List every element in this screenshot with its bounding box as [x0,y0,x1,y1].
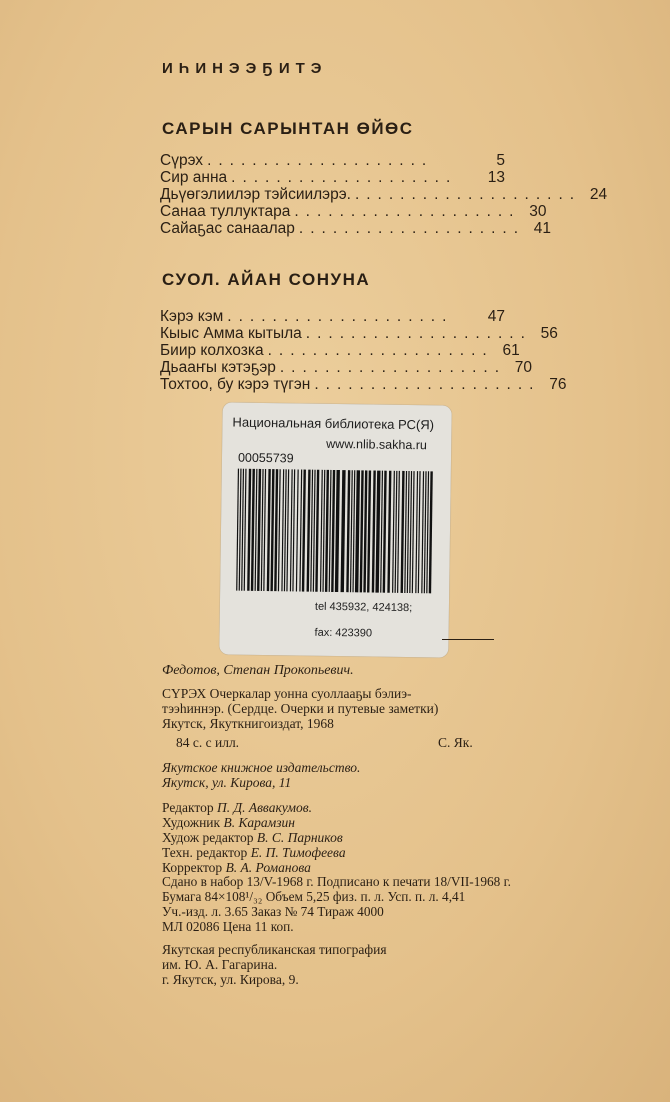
toc-row [160,220,552,237]
print-detail-line: МЛ 02086 Цена 11 коп. [162,919,294,934]
barcode-bar [286,469,289,591]
barcode-bar [409,471,412,593]
barcode-bar [292,469,295,591]
print-detail-line: Бумага 84×108¹/₃₂ Объем 5,25 физ. п. л. Усп. п. л. 4,41 [162,889,466,904]
barcode-bar [363,470,367,592]
barcode-bar [375,471,380,593]
barcode-bar [346,470,350,592]
barcode-bar [325,470,329,592]
barcode-bar [350,470,353,592]
barcode-bar [383,471,387,593]
contents-heading: ИҺИНЭЭҔИТЭ [162,60,328,77]
barcode-bar [392,471,395,593]
barcode-bar [244,469,247,591]
printer-line: Якутская республиканская типография [162,942,387,957]
book-author: Федотов, Степан Прокопьевич. [162,663,354,678]
print-detail-line: Сдано в набор 13/V-1968 г. Подписано к печати 18/VII-1968 г. [162,874,511,889]
barcode-bar [380,471,383,593]
toc-section-2 [160,308,567,393]
barcode-bar [341,470,346,592]
toc-leader-dots: .................... [294,203,521,220]
barcode-bar [239,469,242,591]
toc-item-title: Кэрэ кэм [160,308,224,325]
printer-line: г. Якутск, ул. Кирова, 9. [162,972,299,987]
toc-row [160,359,533,376]
toc-item-page: 47 [487,308,505,325]
barcode-bar [251,469,255,591]
barcode-bar [320,470,323,592]
toc-item-title: Дьааҥы кэтэҕэр [160,359,276,376]
barcode-bar [352,470,355,592]
toc-item-title: Сир анна [160,169,228,186]
barcode-bar [367,470,371,592]
toc-leader-dots: .................... [298,220,526,237]
printer-line: им. Ю. А. Гагарина. [162,957,278,972]
credit-row [162,815,346,830]
credit-role: Художник [162,815,221,830]
credit-row [162,800,346,815]
toc-leader-dots: .................... [314,376,541,393]
toc-item-title: Сайаҕас санаалар [160,220,295,237]
toc-item-title: Санаа туллуктара [160,203,291,220]
print-detail-line: Уч.-изд. л. 3.65 Заказ № 74 Тираж 4000 [162,904,384,919]
shelf-mark: С. Як. [438,735,473,750]
barcode-bar [421,471,424,593]
barcode-bar [307,470,311,592]
credit-role: Худож редактор [162,830,254,845]
toc-item-title: Сүрэх [160,152,204,169]
barcode-bar [267,469,271,591]
barcode-bar [429,471,433,593]
toc-item-page: 24 [589,186,608,203]
credit-name: В. С. Парников [256,830,343,845]
toc-item-page: 5 [496,152,505,169]
library-tel: tel 435932, 424138; [314,600,413,615]
divider-line [442,639,494,640]
barcode-bar [372,471,376,593]
credit-name: Е. П. Тимофеева [250,845,346,860]
toc-row [160,325,558,342]
toc-leader-dots: .................... [227,308,454,325]
barcode-bar [355,470,360,592]
barcode-bar [284,469,287,591]
toc-row [160,186,608,203]
barcode-bar [257,469,261,591]
barcode-bar [263,469,266,591]
toc-leader-dots: .................... [207,152,434,169]
barcode-bar [302,470,306,592]
barcode-bar [261,469,264,591]
toc-row [160,342,520,359]
credit-name: В. А. Романова [225,860,311,875]
toc-item-page: 13 [487,169,505,186]
barcode-bar [255,469,258,591]
inventory-code: 00055739 [237,450,294,466]
barcode-bar [310,470,313,592]
toc-item-page: 76 [549,376,567,393]
barcode-bar [387,471,391,593]
publisher-info [162,760,360,790]
barcode-bar [404,471,407,593]
toc-item-page: 41 [533,220,552,237]
credits-list [162,800,346,875]
barcode-bar [424,471,427,593]
barcode-bar [335,470,340,592]
barcode-bar [290,469,293,591]
library-barcode-sticker [219,402,451,657]
toc-item-page: 56 [540,325,558,342]
section-title-1: САРЫН САРЫНТАН ӨЙӨС [162,119,414,138]
barcode-bar [412,471,415,593]
barcode-bar [395,471,398,593]
barcode-bar [270,469,274,591]
toc-leader-dots: .................... [231,169,458,186]
credit-row [162,845,346,860]
toc-item-title: Кыыс Амма кытыла [160,325,302,342]
library-fax: fax: 423390 [314,626,373,640]
toc-row [160,376,567,393]
credit-row [162,860,346,875]
barcode-bar [247,469,251,591]
barcode-bar [418,471,421,593]
barcode-bar [415,471,418,593]
credit-role: Редактор [162,800,214,815]
barcode-bar [278,469,281,591]
toc-item-page: 61 [502,342,520,359]
barcode-bar [397,471,400,593]
barcode-bar [313,470,316,592]
toc-leader-dots: .................... [279,359,507,376]
barcode-bar [241,469,244,591]
toc-section-1 [160,152,608,237]
publisher-name: Якутское книжное издательство. [162,760,361,775]
barcode-bar [360,470,364,592]
barcode-bar [401,471,405,593]
credit-name: В. Карамзин [223,815,296,830]
barcode-bar [329,470,332,592]
barcode-bar [299,470,302,592]
bibliographic-description [162,686,438,731]
toc-item-page: 70 [514,359,533,376]
barcode-bar [281,469,284,591]
barcode-icon [234,469,436,594]
toc-row [160,152,505,169]
toc-row [160,169,505,186]
barcode-bar [315,470,319,592]
credit-role: Корректор [162,860,223,875]
barcode-bar [331,470,335,592]
credit-name: П. Д. Аввакумов. [216,800,313,815]
barcode-bar [407,471,410,593]
publisher-address: Якутск, ул. Кирова, 11 [162,775,292,790]
print-details [162,874,511,934]
toc-item-title: Биир колхозка [160,342,264,359]
toc-row [160,308,505,325]
toc-leader-dots: .................... [267,342,494,359]
barcode-bar [296,469,299,591]
toc-leader-dots: .................... [305,325,532,342]
credit-row [162,830,346,845]
toc-item-title: Дьүөгэлиилэр тэйсиилэрэ. [160,186,351,203]
printer-info [162,942,387,987]
toc-item-title: Тохтоо, бу кэрэ түгэн [160,376,311,393]
toc-leader-dots: .................... [354,186,582,203]
book-title-line: СҮРЭХ Очеркалар уонна суоллааҕы бэлиэ- [162,686,412,701]
section-title-2: СУОЛ. АЙАН СОНУНА [162,270,371,289]
publisher-line: Якутск, Якуткнигоиздат, 1968 [162,716,334,731]
barcode-bar [322,470,325,592]
library-url: www.nlib.sakha.ru [326,436,428,453]
page-count: 84 с. с илл. [176,735,240,750]
toc-item-page: 30 [529,203,547,220]
barcode-bar [236,469,239,591]
book-title-line: тээһиннэр. (Сердце. Очерки и путевые заметки) [162,701,439,716]
credit-role: Техн. редактор [162,845,248,860]
barcode-bar [426,471,429,593]
library-name: Национальная библиотека РС(Я) [232,414,435,433]
toc-row [160,203,547,220]
barcode-bar [274,469,278,591]
